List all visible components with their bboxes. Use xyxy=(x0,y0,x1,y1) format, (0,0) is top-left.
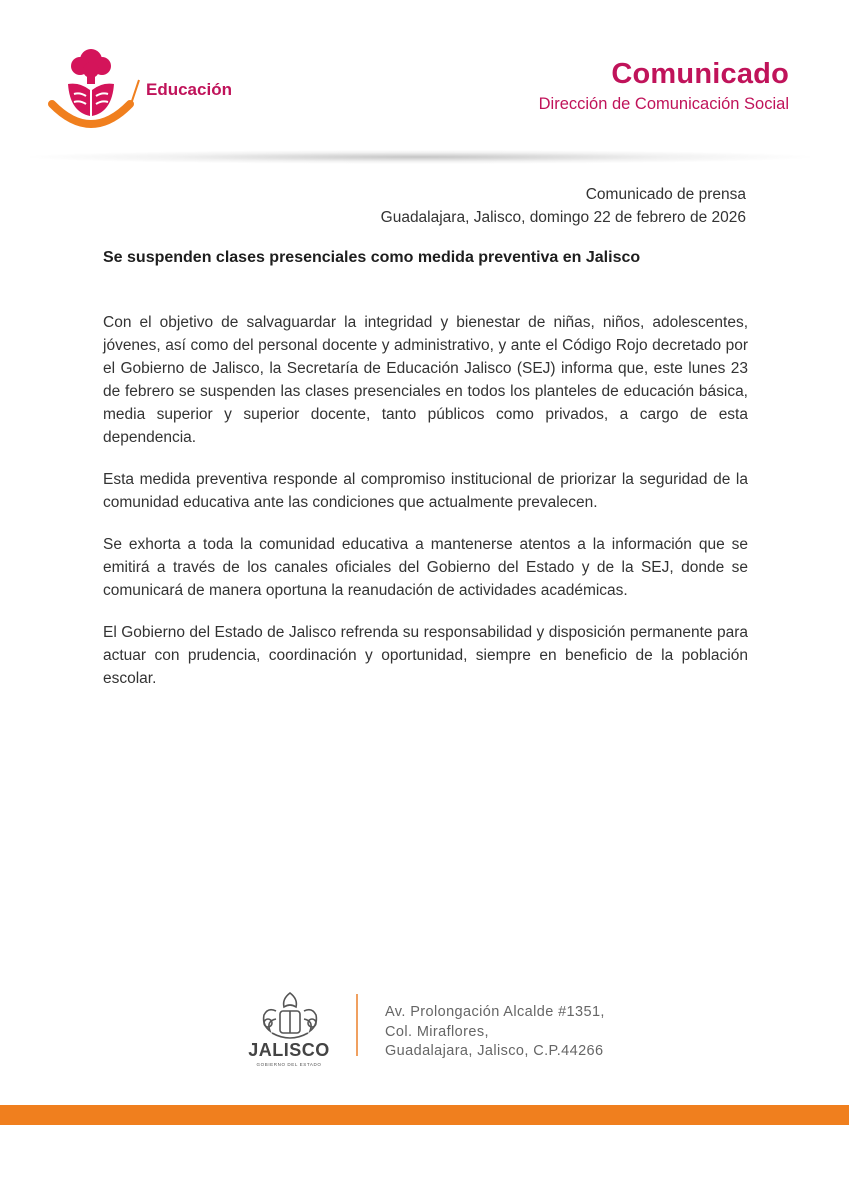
release-place-date: Guadalajara, Jalisco, domingo 22 de febrero de 2026 xyxy=(380,209,746,226)
logo-separator-icon xyxy=(128,78,142,106)
paragraph: Con el objetivo de salvaguardar la integridad y bienestar de niñas, niños, adolescentes, jóvenes, así como del personal docente y administrativo, y ante el Código Rojo decretado por el Gobierno de Jalisco, la Secretaría de Educación Jalisco (SEJ) informa que, este lunes 23 de febrero se suspenden las clases presenciales en todos los planteles de educación básica, media superior y superior docente, tanto públicos como privados, a cargo de esta dependencia. xyxy=(103,314,748,446)
release-meta xyxy=(381,183,746,229)
letterhead xyxy=(0,0,849,170)
seal-subtitle: GOBIERNO DEL ESTADO xyxy=(256,1062,322,1067)
footer-divider xyxy=(356,994,358,1056)
release-body xyxy=(103,311,748,709)
address-block xyxy=(385,1003,605,1062)
header-divider xyxy=(30,150,810,164)
document-subtitle: Dirección de Comunicación Social xyxy=(538,95,789,113)
release-type: Comunicado de prensa xyxy=(585,186,746,203)
address-line: Av. Prolongación Alcalde #1351, xyxy=(385,1004,605,1020)
paragraph: Esta medida preventiva responde al compromiso institucional de priorizar la seguridad de la comunidad educativa ante las condiciones que actualmente prevalecen. xyxy=(103,471,748,511)
paragraph: Se exhorta a toda la comunidad educativa a mantenerse atentos a la información que se emitirá a través de los canales oficiales del Gobierno del Estado y de la SEJ, donde se comunicará de manera oportuna la reanudación de actividades académicas. xyxy=(103,536,748,599)
brand-label: Educación xyxy=(146,80,232,99)
address-line: Guadalajara, Jalisco, C.P.44266 xyxy=(385,1043,604,1059)
seal-name: JALISCO xyxy=(248,1040,330,1060)
footer-bar xyxy=(0,1105,849,1125)
headline: Se suspenden clases presenciales como medida preventiva en Jalisco xyxy=(103,249,641,266)
document-title: Comunicado xyxy=(611,58,789,90)
paragraph: El Gobierno del Estado de Jalisco refrenda su responsabilidad y disposición permanente para actuar con prudencia, coordinación y oportunidad, siempre en beneficio de la población escolar. xyxy=(103,624,748,687)
address-line: Col. Miraflores, xyxy=(385,1023,489,1040)
education-logo-icon xyxy=(46,42,136,134)
